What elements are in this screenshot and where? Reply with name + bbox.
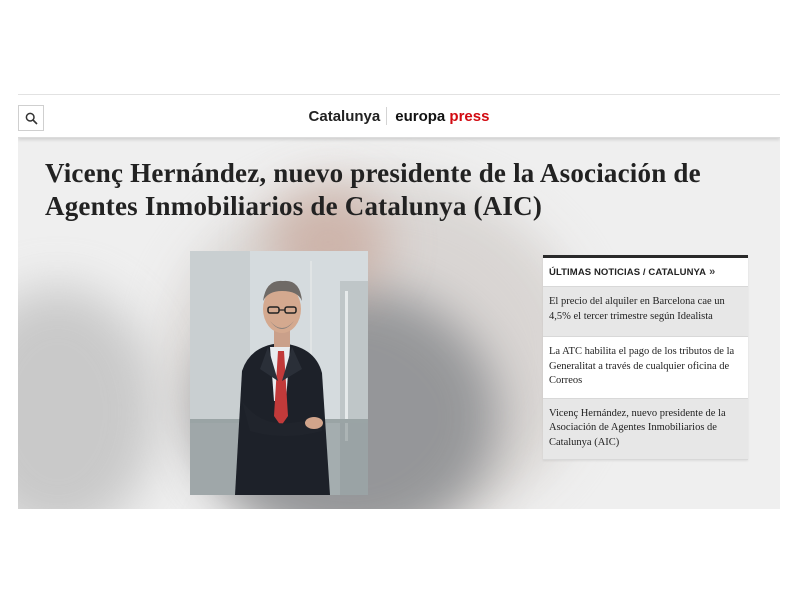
chevron-right-icon: » <box>709 266 716 278</box>
brand-divider <box>386 107 387 125</box>
latest-news-sidebar <box>543 255 748 460</box>
blurred-left-shade <box>18 287 158 509</box>
brand-logo-press: press <box>449 108 490 125</box>
browser-page <box>18 94 780 509</box>
news-item[interactable]: El precio del alquiler en Barcelona cae un 4,5% el tercer trimestre según Idealista <box>543 287 748 337</box>
article-headline: Vicenç Hernández, nuevo presidente de la Asociación de Agentes Inmobiliarios de Catalunya (AIC) <box>45 158 701 221</box>
article-area <box>18 137 780 509</box>
brand-logo-europa: europa <box>395 108 446 125</box>
region-label[interactable]: Catalunya <box>308 108 381 125</box>
site-brand[interactable] <box>18 107 780 125</box>
top-bar <box>18 94 780 138</box>
latest-news-heading[interactable] <box>543 258 748 287</box>
article-photo[interactable] <box>190 251 368 495</box>
news-item[interactable]: La ATC habilita el pago de los tributos de la Generalitat a través de cualquier oficina de Correos <box>543 337 748 399</box>
latest-news-heading-label: ÚLTIMAS NOTICIAS / CATALUNYA <box>549 266 707 278</box>
portrait-illustration <box>190 251 368 495</box>
news-item[interactable]: Vicenç Hernández, nuevo presidente de la Asociación de Agentes Inmobiliarios de Catalunya (AIC) <box>543 399 748 461</box>
